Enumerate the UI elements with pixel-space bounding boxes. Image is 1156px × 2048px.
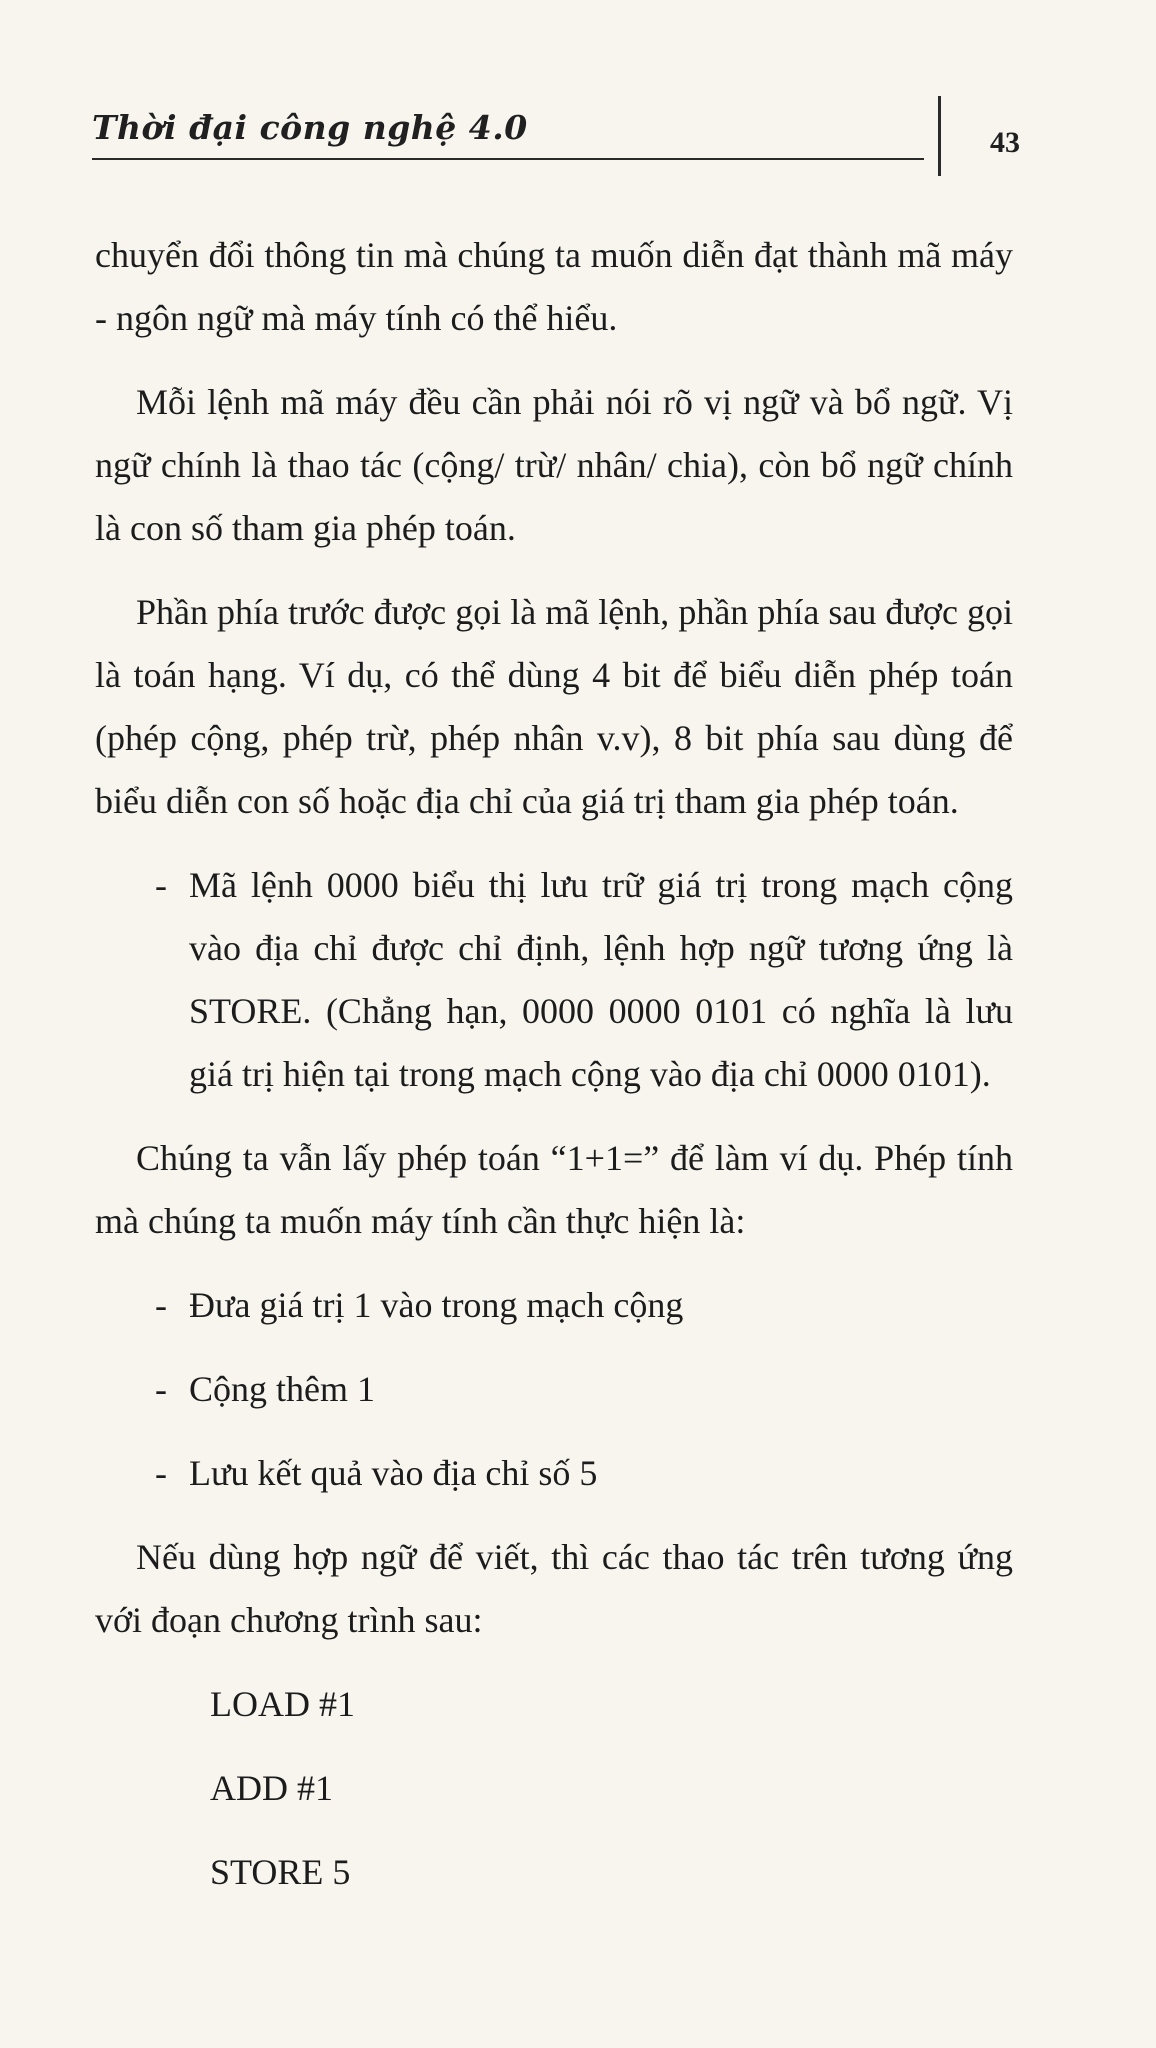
list-item-store-opcode [95,854,1013,1106]
header-rule [92,158,924,160]
header-divider [938,96,941,176]
code-line: STORE 5 [210,1852,351,1892]
paragraph-example: Chúng ta vẫn lấy phép toán “1+1=” để làm ví dụ. Phép tính mà chúng ta muốn máy tính cần thực hiện là: [95,1138,1013,1241]
paragraph-assembly-intro: Nếu dùng hợp ngữ để viết, thì các thao tác trên tương ứng với đoạn chương trình sau: [95,1537,1013,1640]
dash-marker: - [155,1453,167,1493]
step-text: Đưa giá trị 1 vào trong mạch cộng [189,1285,684,1325]
dash-marker: - [155,1285,167,1325]
page-number: 43 [990,126,1020,159]
dash-marker: - [155,1369,167,1409]
step-text: Lưu kết quả vào địa chỉ số 5 [189,1453,598,1493]
code-line: ADD #1 [210,1768,333,1808]
paragraph-machine-code: Mỗi lệnh mã máy đều cần phải nói rõ vị ngữ và bổ ngữ. Vị ngữ chính là thao tác (cộng/ trừ/ nhân/ chia), còn bổ ngữ chính là con số tham gia phép toán. [95,382,1013,548]
dash-marker: - [155,865,167,905]
step-item [95,1358,1013,1421]
paragraph-continuation: chuyển đổi thông tin mà chúng ta muốn diễn đạt thành mã máy - ngôn ngữ mà máy tính có thể hiểu. [95,235,1013,338]
running-title: Thời đại công nghệ 4.0 [92,108,528,147]
step-text: Cộng thêm 1 [189,1369,375,1409]
step-item [95,1442,1013,1505]
list-item-text: Mã lệnh 0000 biểu thị lưu trữ giá trị trong mạch cộng vào địa chỉ được chỉ định, lệnh hợp ngữ tương ứng là STORE. (Chẳng hạn, 0000 0000 0101 có nghĩa là lưu giá trị hiện tại trong mạch cộng vào địa chỉ 0000 0101). [189,865,1013,1094]
page-body [95,224,1013,1925]
paragraph-opcode-operand: Phần phía trước được gọi là mã lệnh, phần phía sau được gọi là toán hạng. Ví dụ, có thể dùng 4 bit để biểu diễn phép toán (phép cộng, phép trừ, phép nhân v.v), 8 bit phía sau dùng để biểu diễn con số hoặc địa chỉ của giá trị tham gia phép toán. [95,592,1013,821]
step-item [95,1274,1013,1337]
code-line: LOAD #1 [210,1684,355,1724]
